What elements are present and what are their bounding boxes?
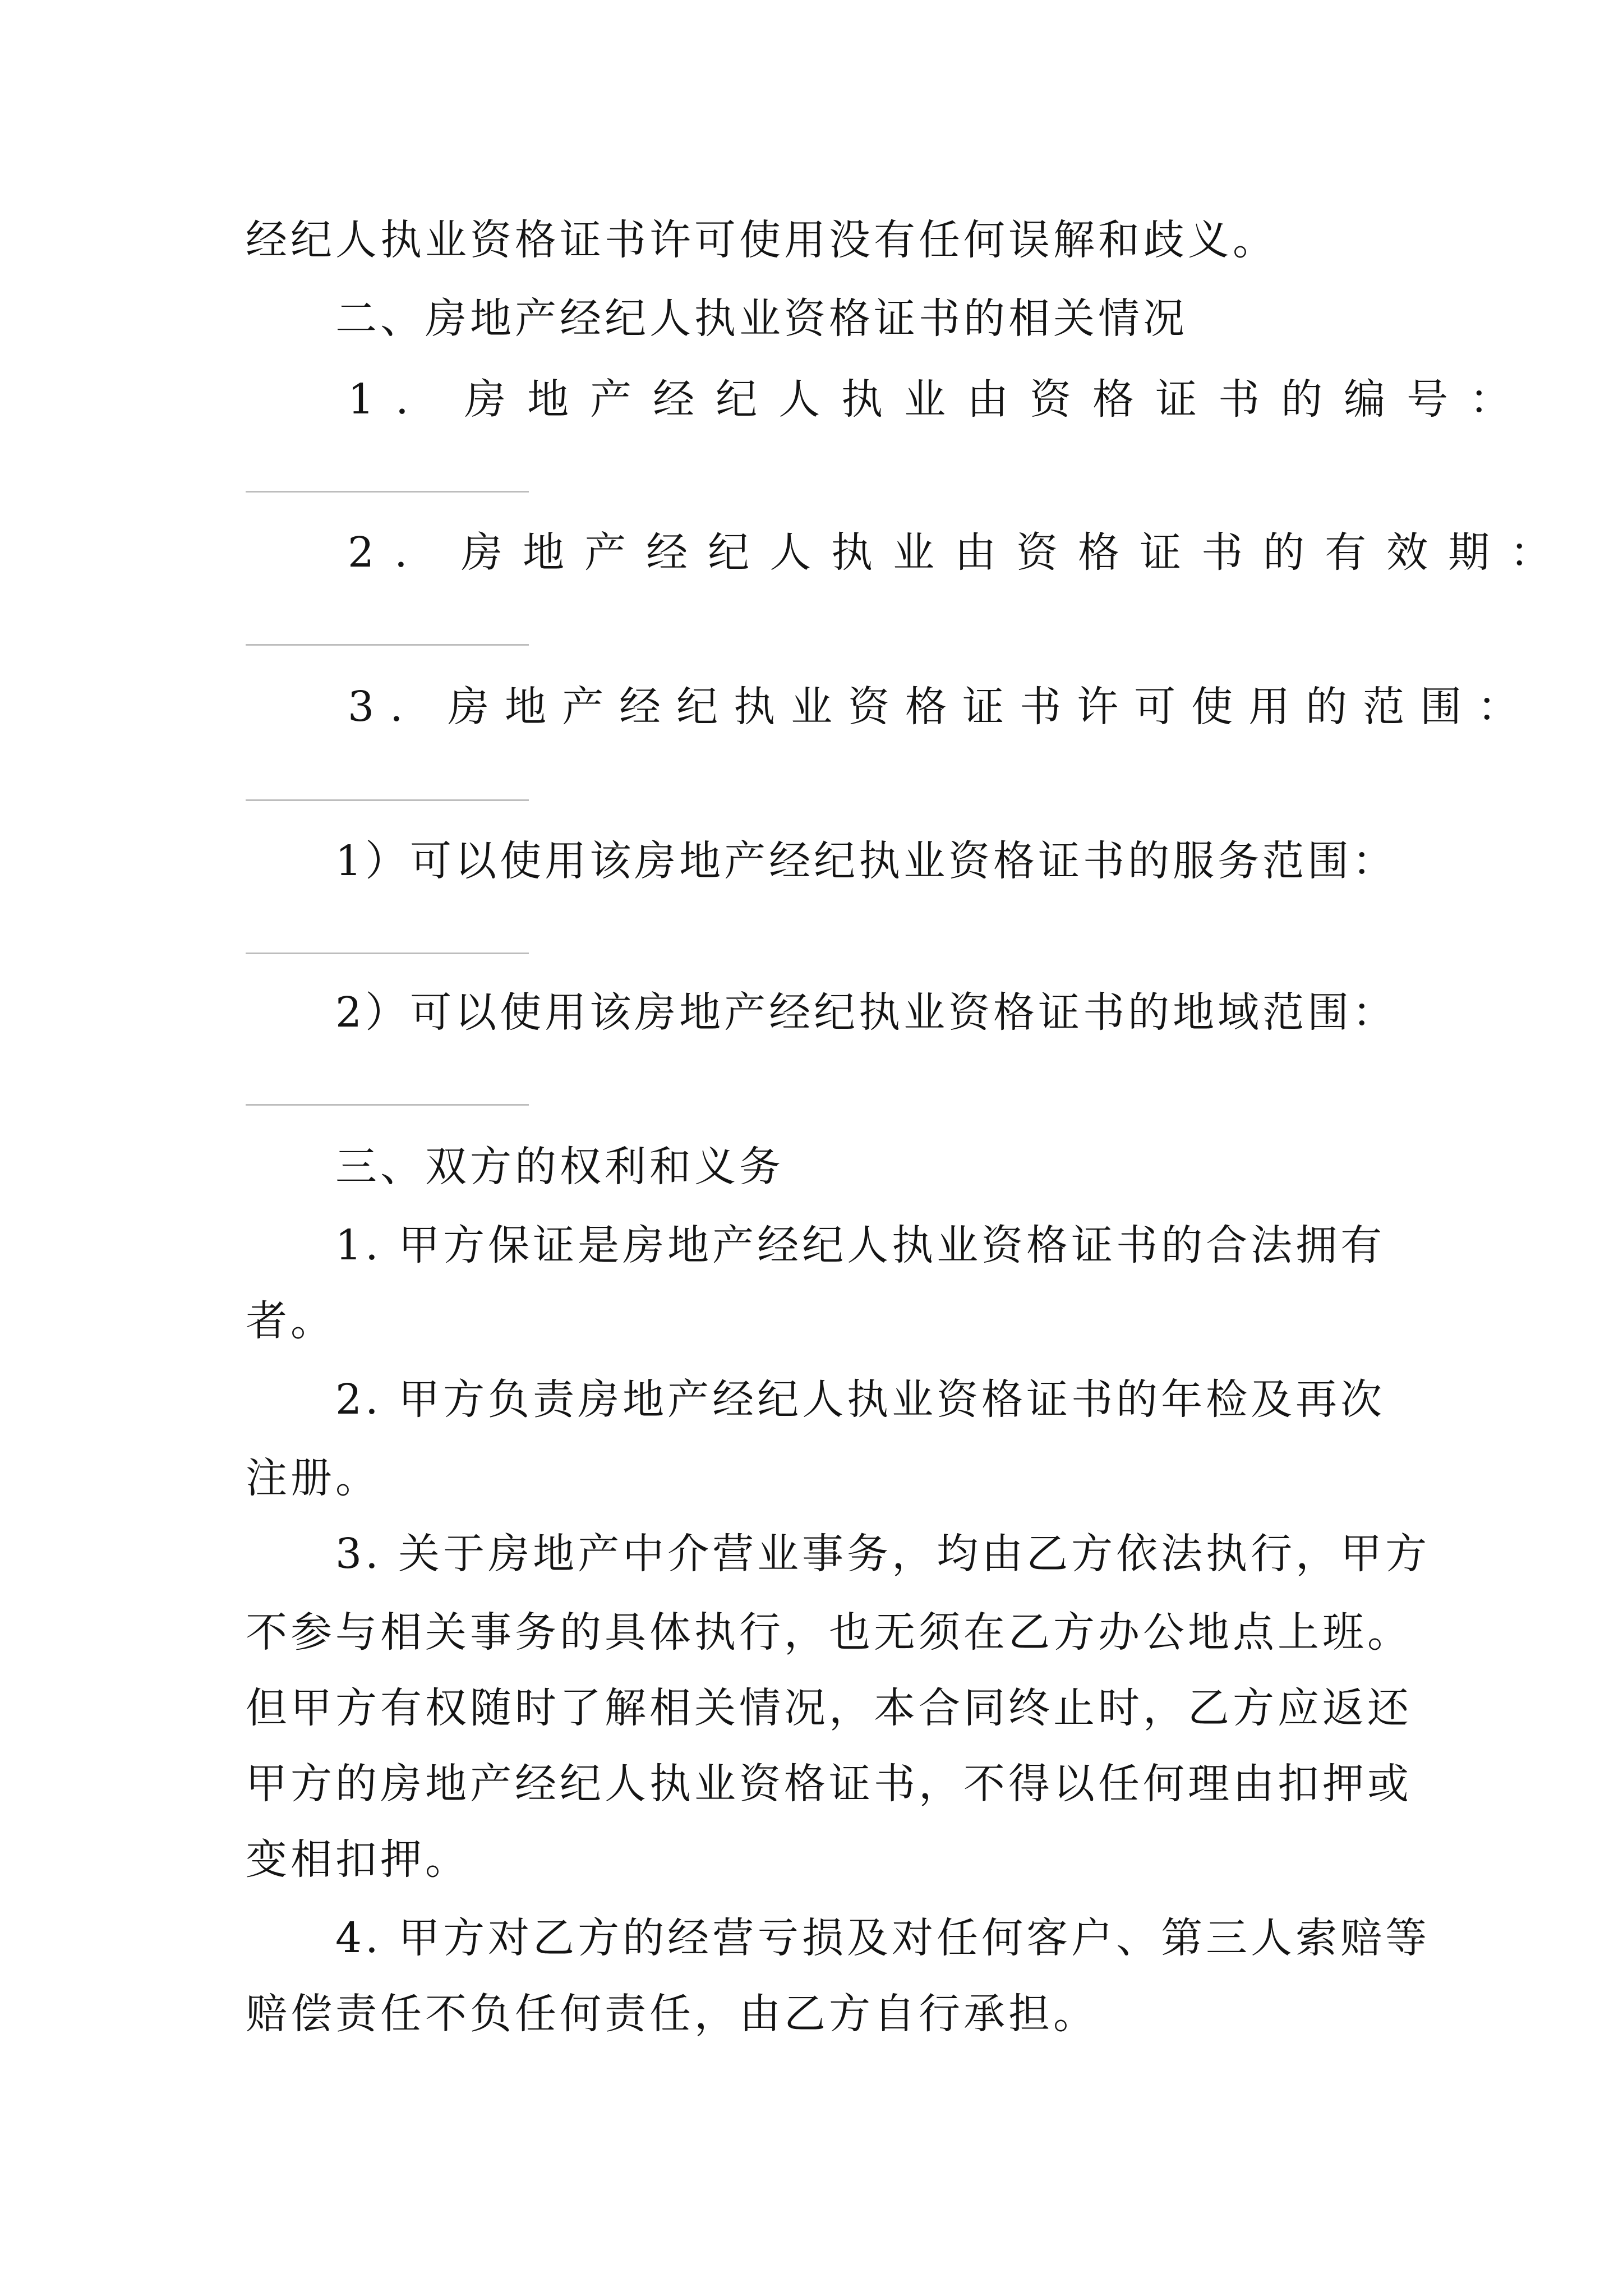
clause-4-line-1: 4. 甲方对乙方的经营亏损及对任何客户、第三人索赔等 <box>335 1914 1431 1962</box>
clause-3-line-3: 但甲方有权随时了解相关情况，本合同终止时，乙方应返还 <box>246 1684 1412 1732</box>
field-label-service-scope: 1）可以使用该房地产经纪执业资格证书的服务范围： <box>335 837 1398 885</box>
clause-2-line-1: 2. 甲方负责房地产经纪人执业资格证书的年检及再次 <box>335 1375 1386 1424</box>
section-heading-3: 三、双方的权利和义务 <box>335 1143 784 1191</box>
field-label-usage-scope <box>348 679 1535 735</box>
blank-line-usage-scope <box>246 799 529 801</box>
field-label-text: 1. 房地产经纪人执业由资格证书的编号： <box>348 375 1533 424</box>
field-label-certificate-number <box>348 371 1533 427</box>
text-line-1: 经纪人执业资格证书许可使用没有任何误解和歧义。 <box>246 216 1278 264</box>
blank-line-validity-period <box>246 644 529 646</box>
clause-3-line-1: 3. 关于房地产中介营业事务，均由乙方依法执行，甲方 <box>335 1530 1431 1578</box>
section-heading-2: 二、房地产经纪人执业资格证书的相关情况 <box>335 295 1188 343</box>
clause-1-line-2: 者。 <box>246 1297 335 1345</box>
blank-line-certificate-number <box>246 491 529 493</box>
clause-1-line-1: 1. 甲方保证是房地产经纪人执业资格证书的合法拥有 <box>335 1221 1386 1269</box>
field-label-text: 2. 房地产经纪人执业由资格证书的有效期： <box>348 528 1572 577</box>
field-label-region-scope: 2）可以使用该房地产经纪执业资格证书的地域范围： <box>335 988 1398 1037</box>
blank-line-service-scope <box>246 953 529 954</box>
blank-line-region-scope <box>246 1104 529 1106</box>
field-label-text: 3. 房地产经纪执业资格证书许可使用的范围： <box>348 683 1535 731</box>
clause-4-line-2: 赔偿责任不负任何责任，由乙方自行承担。 <box>246 1990 1098 2038</box>
clause-2-line-2: 注册。 <box>246 1454 380 1502</box>
clause-3-line-5: 变相扣押。 <box>246 1835 470 1884</box>
field-label-validity-period <box>348 524 1572 581</box>
clause-3-line-2: 不参与相关事务的具体执行，也无须在乙方办公地点上班。 <box>246 1608 1412 1657</box>
clause-3-line-4: 甲方的房地产经纪人执业资格证书，不得以任何理由扣押或 <box>246 1760 1412 1808</box>
